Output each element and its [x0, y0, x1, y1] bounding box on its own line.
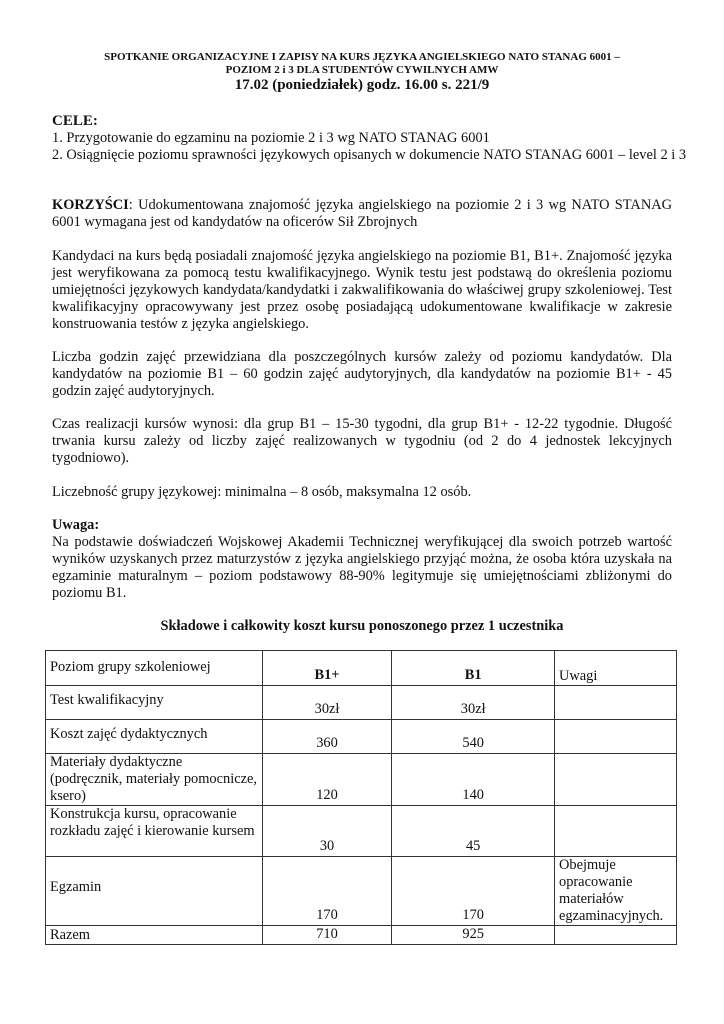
row-notes: [555, 720, 677, 754]
korzysci-heading: KORZYŚCI: [52, 197, 129, 213]
row-b1-value: 140: [392, 754, 555, 806]
header-cell-b1: B1: [392, 651, 555, 686]
row-b1plus-value: 30zł: [262, 686, 392, 720]
table-title: Składowe i całkowity koszt kursu ponoszonego przez 1 uczestnika: [160, 618, 564, 634]
korzysci-text: : Udokumentowana znajomość języka angielskiego na poziomie 2 i 3 wg NATO STANAG 6001 wymagana jest od kandydatów na oficerów Sił Zbrojnych: [52, 197, 672, 230]
row-b1plus-value: 710: [262, 926, 392, 945]
header-line-2: POZIOM 2 i 3 DLA STUDENTÓW CYWILNYCH AMW: [225, 64, 499, 76]
cele-item-2: 2. Osiągnięcie poziomu sprawności językowych opisanych w dokumencie NATO STANAG 6001 – level 2 i 3: [52, 147, 687, 163]
row-label: Test kwalifikacyjny: [46, 686, 263, 720]
row-notes: [555, 754, 677, 806]
cele-heading: CELE:: [52, 113, 98, 129]
table-row: [46, 857, 677, 926]
row-notes: [555, 806, 677, 857]
row-b1plus-value: 120: [262, 754, 392, 806]
header-cell-notes: Uwagi: [555, 651, 677, 686]
row-b1-value: 925: [392, 926, 555, 945]
row-label: Konstrukcja kursu, opracowanie rozkładu zajęć i kierowanie kursem: [46, 806, 263, 857]
row-b1-value: 540: [392, 720, 555, 754]
row-label: Materiały dydaktyczne (podręcznik, materiały pomocnicze, ksero): [46, 754, 263, 806]
header-cell-level: Poziom grupy szkoleniowej: [46, 651, 263, 686]
header-line-1: SPOTKANIE ORGANIZACYJNE I ZAPISY NA KURS JĘZYKA ANGIELSKIEGO NATO STANAG 6001 –: [104, 51, 620, 63]
uwaga-heading: Uwaga:: [52, 517, 100, 533]
row-label: Egzamin: [46, 857, 263, 926]
row-b1-value: 170: [392, 857, 555, 926]
header-cell-b1plus: B1+: [262, 651, 392, 686]
czas-paragraph: Czas realizacji kursów wynosi: dla grup B1 – 15-30 tygodni, dla grup B1+ - 12-22 tygodnie. Długość trwania kursu zależy od liczby zajęć realizowanych w tygodniu (od 2 do 4 jednostek lekcyjnych tygodniowo).: [52, 416, 672, 466]
row-b1-value: 45: [392, 806, 555, 857]
godziny-paragraph: Liczba godzin zajęć przewidziana dla poszczególnych kursów zależy od poziomu kandydatów. Dla kandydatów na poziomie B1 – 60 godzin zajęć audytoryjnych, dla kandydatów na poziomie B1+ - 45 godzin zajęć audytoryjnych.: [52, 349, 672, 399]
table-row-total: [46, 926, 677, 945]
cost-table: [45, 650, 677, 945]
row-notes: Obejmuje opracowanie materiałów egzaminacyjnych.: [555, 857, 677, 926]
row-notes: [555, 926, 677, 945]
korzysci-paragraph: [52, 197, 672, 231]
row-b1-value: 30zł: [392, 686, 555, 720]
table-row: [46, 686, 677, 720]
table-header-row: [46, 651, 677, 686]
uwaga-paragraph: Na podstawie doświadczeń Wojskowej Akademii Technicznej weryfikującej dla swoich potrzeb wartość wyników uzyskanych przez maturzystów z języka angielskiego przyjąć można, że osoba która uzyskała na egzaminie maturalnym – poziom podstawowy 88-90% legitymuje się umiejętnościami zbliżonymi do poziomu B1.: [52, 534, 672, 601]
liczebnosc-paragraph: Liczebność grupy językowej: minimalna – 8 osób, maksymalna 12 osób.: [52, 484, 472, 500]
row-b1plus-value: 30: [262, 806, 392, 857]
row-b1plus-value: 360: [262, 720, 392, 754]
row-label: Koszt zajęć dydaktycznych: [46, 720, 263, 754]
table-row: [46, 720, 677, 754]
row-b1plus-value: 170: [262, 857, 392, 926]
header-date-line: 17.02 (poniedziałek) godz. 16.00 s. 221/9: [234, 77, 490, 93]
cele-item-1: 1. Przygotowanie do egzaminu na poziomie 2 i 3 wg NATO STANAG 6001: [52, 130, 490, 146]
table-row: [46, 806, 677, 857]
table-row: [46, 754, 677, 806]
kandydaci-paragraph: Kandydaci na kurs będą posiadali znajomość języka angielskiego na poziomie B1, B1+. Znajomość języka jest weryfikowana za pomocą testu kwalifikacyjnego. Wynik testu jest podstawą do określenia poziomu umiejętności językowych kandydata/kandydatki i zakwalifikowania do właściwej grupy szkoleniowej. Test kwalifikacyjny opracowywany jest przez osobę posiadającą udokumentowane kwalifikacje w zakresie konstruowania testów z języka angielskiego.: [52, 248, 672, 332]
row-notes: [555, 686, 677, 720]
row-label: Razem: [46, 926, 263, 945]
